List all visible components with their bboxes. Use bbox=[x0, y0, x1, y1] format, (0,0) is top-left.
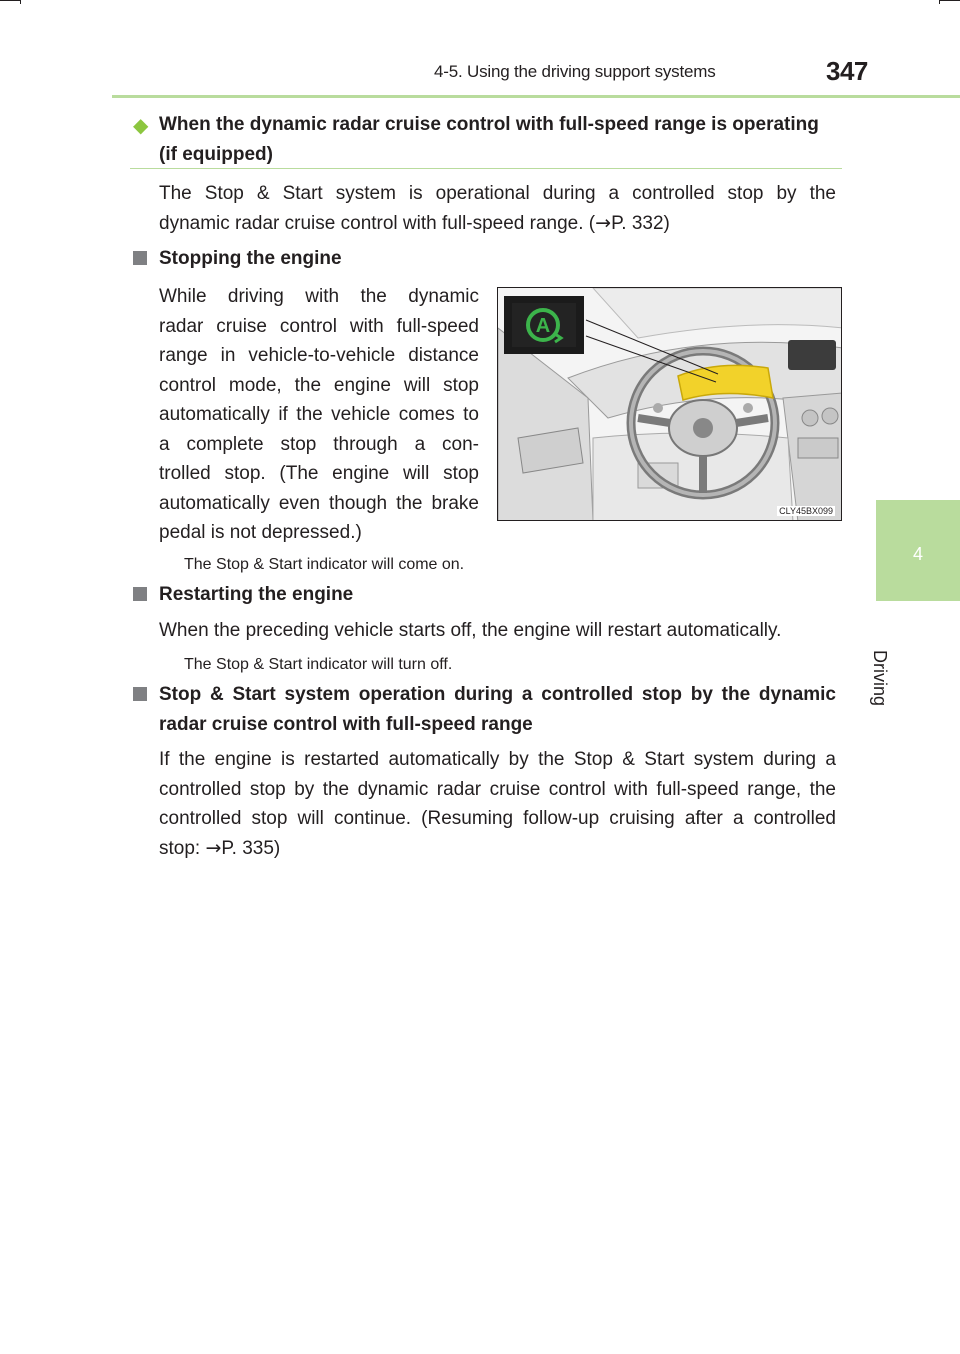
crop-mark bbox=[0, 0, 20, 1]
operation-text: stop: bbox=[159, 837, 206, 859]
operation-line: controlled stop by the dynamic radar cruise control with full-speed range, the bbox=[159, 778, 836, 800]
stopping-line: automatically if the vehicle comes to bbox=[159, 404, 479, 425]
square-bullet-icon bbox=[133, 251, 147, 265]
restarting-text: When the preceding vehicle starts off, the engine will restart automatically. bbox=[159, 620, 782, 641]
stopping-line: While driving with the dynamic bbox=[159, 286, 479, 307]
arrow-icon: → bbox=[205, 836, 222, 859]
intro-text: dynamic radar cruise control with full-speed range. ( bbox=[159, 212, 596, 234]
page-reference: P. 335) bbox=[221, 837, 281, 859]
restarting-heading: Restarting the engine bbox=[159, 584, 354, 605]
stopping-paragraph bbox=[159, 282, 479, 548]
chapter-label: Driving bbox=[870, 650, 890, 707]
operation-heading bbox=[159, 680, 836, 739]
stopping-line: a complete stop through a con- bbox=[159, 433, 479, 455]
chapter-tab bbox=[876, 500, 960, 601]
crop-mark bbox=[20, 0, 21, 4]
operation-line: controlled stop will continue. (Resuming follow-up cruising after a controlled bbox=[159, 808, 836, 829]
operation-heading-line: radar cruise control with full-speed range bbox=[159, 713, 533, 735]
header-rule bbox=[112, 95, 960, 98]
crop-mark bbox=[940, 0, 960, 1]
stopping-line: automatically even though the brake bbox=[159, 492, 479, 514]
stopping-line: trolled stop. (The engine will stop bbox=[159, 463, 479, 484]
stopping-line: pedal is not depressed.) bbox=[159, 522, 362, 543]
stopping-line: radar cruise control with full-speed bbox=[159, 315, 479, 337]
stopping-heading: Stopping the engine bbox=[159, 248, 342, 269]
page-reference: P. 332) bbox=[611, 212, 670, 234]
subsection-rule bbox=[130, 168, 842, 169]
restarting-note: The Stop & Start indicator will turn off. bbox=[184, 656, 453, 673]
crop-mark bbox=[939, 0, 940, 4]
page-number: 347 bbox=[826, 56, 868, 86]
section-title: 4-5. Using the driving support systems bbox=[434, 62, 716, 81]
subsection-heading bbox=[159, 110, 839, 170]
svg-text:A: A bbox=[535, 315, 551, 337]
stopping-line: control mode, the engine will stop bbox=[159, 374, 479, 396]
diamond-icon: ◆ bbox=[133, 115, 149, 137]
subsection-heading-line: When the dynamic radar cruise control with full-speed range is operating bbox=[159, 114, 819, 135]
dashboard-illustration bbox=[497, 287, 842, 521]
stopping-note: The Stop & Start indicator will come on. bbox=[184, 556, 465, 573]
operation-paragraph bbox=[159, 745, 836, 863]
stopping-line: range in vehicle-to-vehicle distance bbox=[159, 345, 479, 366]
operation-line: If the engine is restarted automatically by the Stop & Start system during a bbox=[159, 749, 836, 770]
arrow-icon: → bbox=[595, 211, 612, 234]
square-bullet-icon bbox=[133, 587, 147, 601]
square-bullet-icon bbox=[133, 687, 147, 701]
intro-line bbox=[159, 209, 836, 239]
figure-code: CLY45BX099 bbox=[779, 506, 833, 516]
dashboard-drawing bbox=[498, 288, 842, 521]
operation-heading-line: Stop & Start system operation during a controlled stop by the dynamic bbox=[159, 684, 836, 705]
intro-line: The Stop & Start system is operational during a controlled stop by the bbox=[159, 183, 836, 204]
subsection-heading-line: (if equipped) bbox=[159, 144, 273, 165]
intro-paragraph bbox=[159, 179, 836, 238]
chapter-number: 4 bbox=[912, 544, 923, 564]
operation-line bbox=[159, 834, 836, 864]
